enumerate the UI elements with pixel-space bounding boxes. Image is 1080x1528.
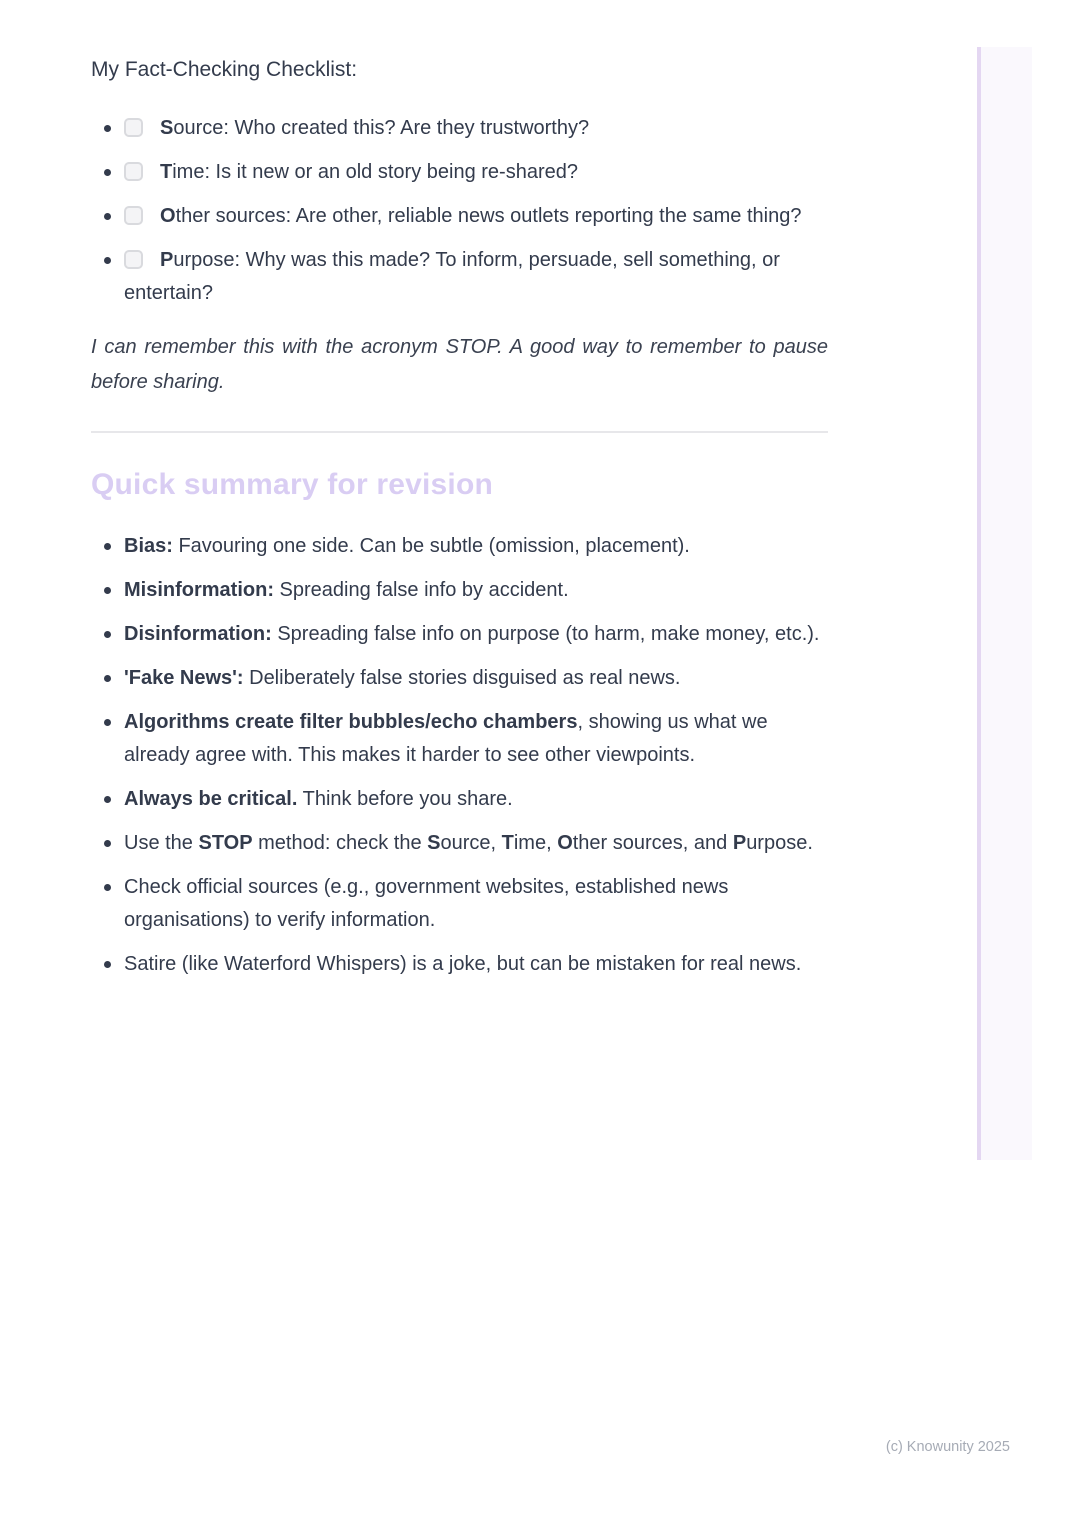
checklist-item xyxy=(91,200,828,233)
summary-item xyxy=(91,574,828,607)
summary-item xyxy=(91,948,828,981)
summary-item-text: Algorithms create filter bubbles/echo chambers, showing us what we already agree with. This makes it harder to see other viewpoints. xyxy=(124,711,768,766)
summary-item xyxy=(91,871,828,937)
summary-item xyxy=(91,783,828,816)
summary-item xyxy=(91,706,828,772)
next-page-edge xyxy=(977,47,1032,1160)
checklist-item xyxy=(91,112,828,145)
summary-item-text: Bias: Favouring one side. Can be subtle (omission, placement). xyxy=(124,535,690,557)
summary-item-text: Check official sources (e.g., government websites, established news organisations) to verify information. xyxy=(124,876,729,931)
checkbox[interactable] xyxy=(124,162,143,181)
checkbox[interactable] xyxy=(124,250,143,269)
checklist-item-text: Purpose: Why was this made? To inform, persuade, sell something, or entertain? xyxy=(124,249,780,304)
checklist-item-text: Source: Who created this? Are they trustworthy? xyxy=(160,117,590,139)
checklist-item-text: Time: Is it new or an old story being re-shared? xyxy=(160,161,578,183)
summary-item-text: Use the STOP method: check the Source, Time, Other sources, and Purpose. xyxy=(124,832,813,854)
summary-item-text: Misinformation: Spreading false info by accident. xyxy=(124,579,569,601)
summary-heading: Quick summary for revision xyxy=(91,468,494,501)
footer-copyright: (c) Knowunity 2025 xyxy=(885,1439,1010,1455)
checklist-item xyxy=(91,244,828,310)
section-divider xyxy=(91,431,828,433)
summary-item-text: Disinformation: Spreading false info on purpose (to harm, make money, etc.). xyxy=(124,623,820,645)
summary-item-text: 'Fake News': Deliberately false stories disguised as real news. xyxy=(124,667,681,689)
summary-item xyxy=(91,827,828,860)
checklist-item xyxy=(91,156,828,189)
fact-checking-checklist xyxy=(91,112,828,310)
stop-acronym-note: I can remember this with the acronym STOP. A good way to remember to pause before sharing. xyxy=(91,336,828,393)
summary-item xyxy=(91,618,828,651)
summary-item-text: Satire (like Waterford Whispers) is a joke, but can be mistaken for real news. xyxy=(124,953,802,975)
checklist-title: My Fact-Checking Checklist: xyxy=(91,58,358,81)
document-page xyxy=(91,56,828,992)
checkbox[interactable] xyxy=(124,206,143,225)
summary-item xyxy=(91,530,828,563)
summary-item-text: Always be critical. Think before you share. xyxy=(124,788,513,810)
checkbox[interactable] xyxy=(124,118,143,137)
revision-summary-list xyxy=(91,530,828,981)
checklist-item-text: Other sources: Are other, reliable news outlets reporting the same thing? xyxy=(160,205,802,227)
summary-item xyxy=(91,662,828,695)
